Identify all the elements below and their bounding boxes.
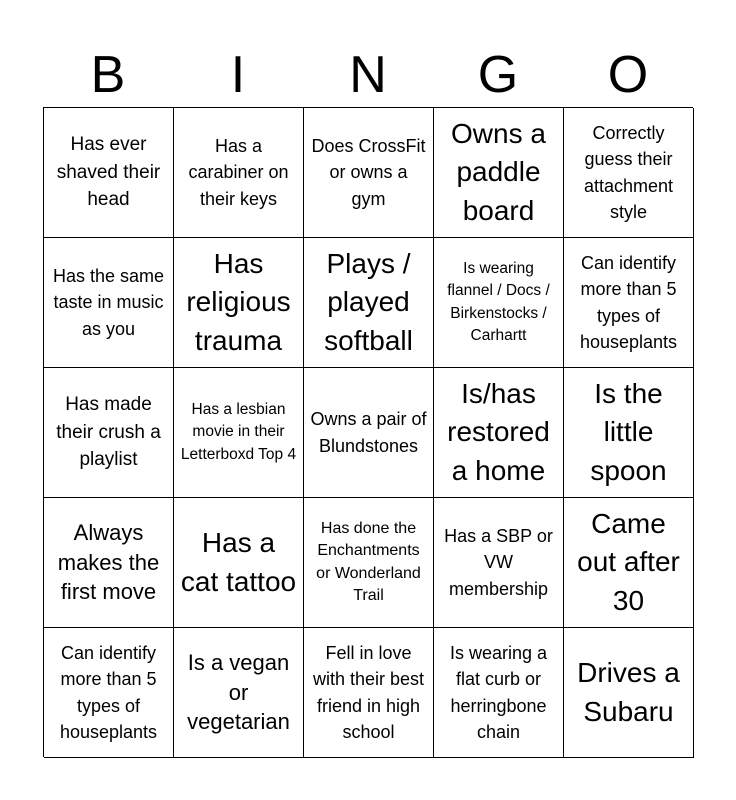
- bingo-cell-r3-c2[interactable]: Has a lesbian movie in their Letterboxd Top 4: [174, 368, 304, 498]
- bingo-cell-r4-c4[interactable]: Has a SBP or VW membership: [434, 498, 564, 628]
- bingo-cell-r3-c4[interactable]: Is/has restored a home: [434, 368, 564, 498]
- bingo-cell-r5-c2[interactable]: Is a vegan or vegetarian: [174, 628, 304, 758]
- bingo-cell-r1-c4[interactable]: Owns a paddle board: [434, 108, 564, 238]
- header-letter-o: O: [607, 46, 649, 104]
- bingo-cell-r5-c1[interactable]: Can identify more than 5 types of houseplants: [44, 628, 174, 758]
- bingo-cell-r3-c1[interactable]: Has made their crush a playlist: [44, 368, 174, 498]
- bingo-cell-r5-c3[interactable]: Fell in love with their best friend in high school: [304, 628, 434, 758]
- bingo-cell-r1-c3[interactable]: Does CrossFit or owns a gym: [304, 108, 434, 238]
- bingo-cell-r2-c3[interactable]: Plays / played softball: [304, 238, 434, 368]
- bingo-cell-r1-c5[interactable]: Correctly guess their attachment style: [564, 108, 694, 238]
- bingo-cell-r4-c3[interactable]: Has done the Enchantments or Wonderland Trail: [304, 498, 434, 628]
- bingo-header: [43, 44, 693, 106]
- bingo-cell-r3-c3[interactable]: Owns a pair of Blundstones: [304, 368, 434, 498]
- bingo-cell-r2-c2[interactable]: Has religious trauma: [174, 238, 304, 368]
- bingo-cell-r5-c4[interactable]: Is wearing a flat curb or herringbone chain: [434, 628, 564, 758]
- bingo-cell-r5-c5[interactable]: Drives a Subaru: [564, 628, 694, 758]
- bingo-cell-r4-c2[interactable]: Has a cat tattoo: [174, 498, 304, 628]
- bingo-cell-r3-c5[interactable]: Is the little spoon: [564, 368, 694, 498]
- bingo-cell-r2-c5[interactable]: Can identify more than 5 types of houseplants: [564, 238, 694, 368]
- header-letter-n: N: [349, 46, 387, 104]
- bingo-cell-r4-c1[interactable]: Always makes the first move: [44, 498, 174, 628]
- bingo-cell-r2-c1[interactable]: Has the same taste in music as you: [44, 238, 174, 368]
- header-letter-b: B: [90, 46, 126, 104]
- bingo-cell-r1-c1[interactable]: Has ever shaved their head: [44, 108, 174, 238]
- header-letter-i: I: [230, 46, 246, 104]
- bingo-cell-r1-c2[interactable]: Has a carabiner on their keys: [174, 108, 304, 238]
- bingo-board: [43, 107, 693, 757]
- header-letter-g: G: [477, 46, 519, 104]
- bingo-cell-r2-c4[interactable]: Is wearing flannel / Docs / Birkenstocks / Carhartt: [434, 238, 564, 368]
- bingo-cell-r4-c5[interactable]: Came out after 30: [564, 498, 694, 628]
